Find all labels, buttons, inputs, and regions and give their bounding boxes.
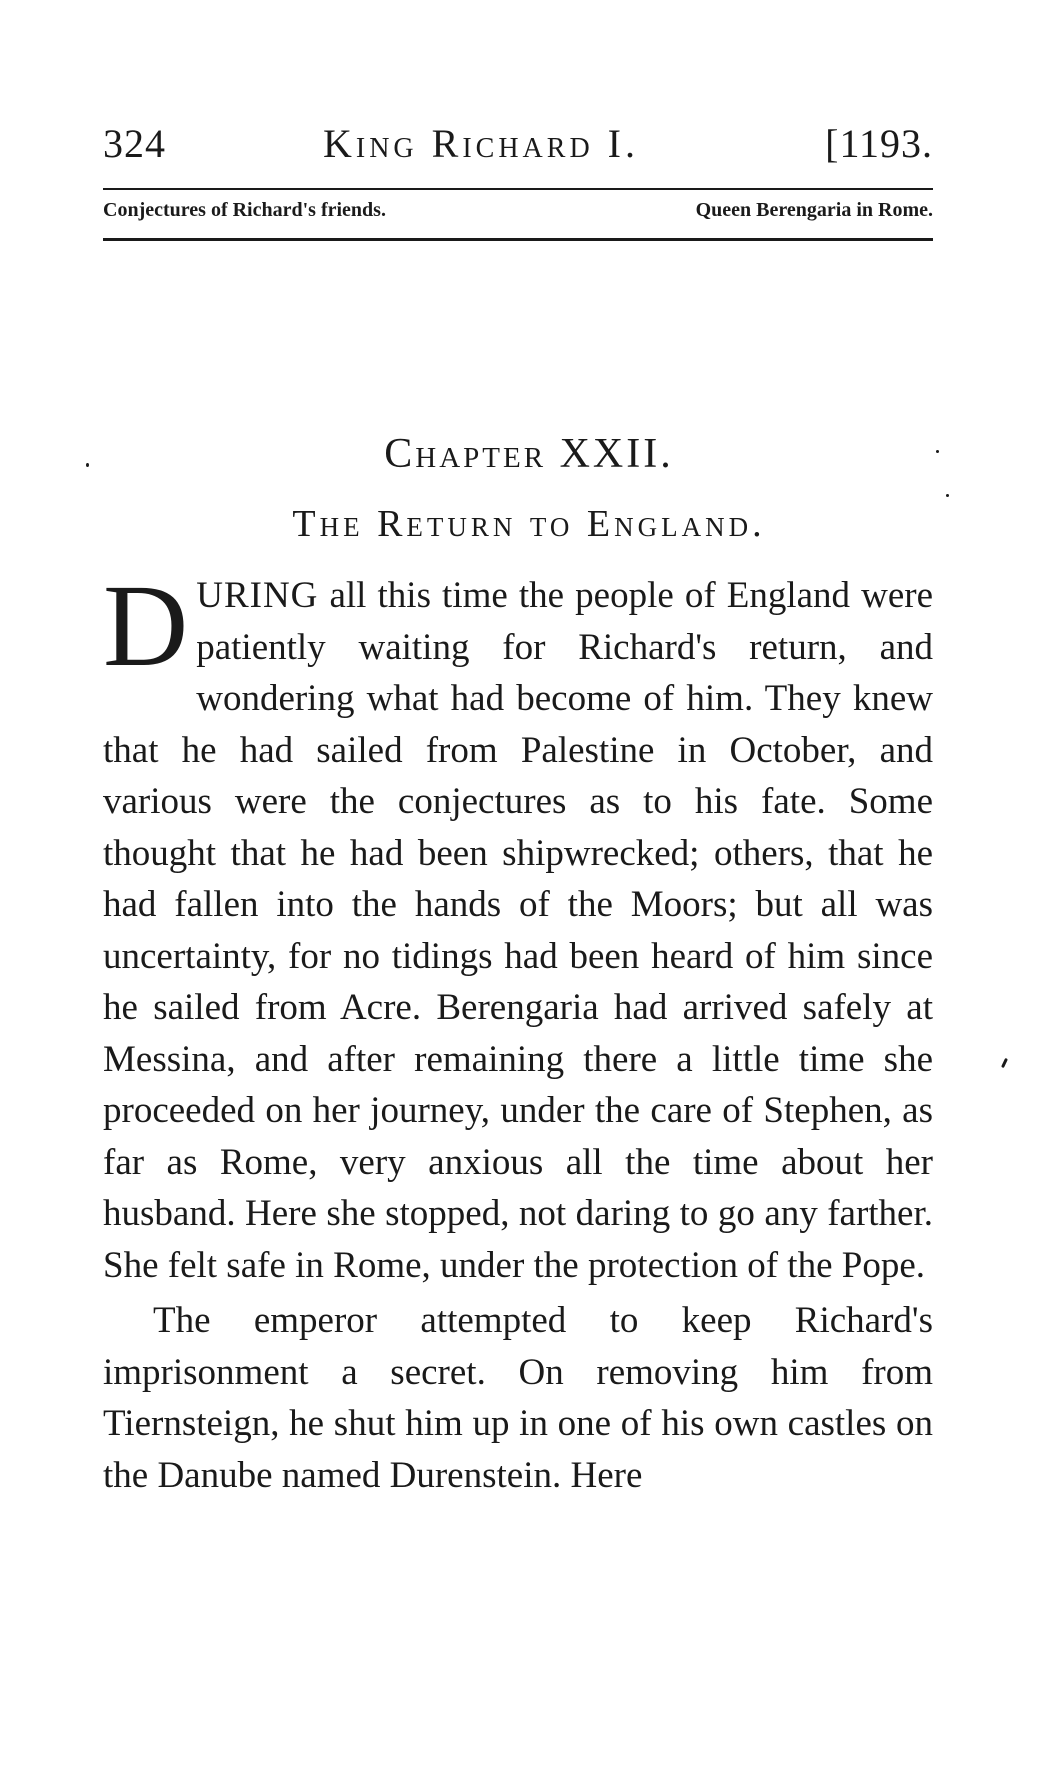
chapter-title: The Return to England. bbox=[292, 503, 766, 545]
scan-speck bbox=[946, 494, 949, 497]
chapter-number: Chapter XXII. bbox=[384, 431, 674, 477]
running-year: [1193. bbox=[825, 121, 933, 166]
paragraph-1 bbox=[103, 560, 933, 1291]
header-rule-top bbox=[103, 188, 933, 190]
running-title: King Richard I. bbox=[323, 121, 639, 166]
drop-cap-word: URING bbox=[196, 575, 319, 616]
body-text bbox=[103, 560, 933, 1501]
scan-speck bbox=[936, 450, 939, 453]
scan-speck bbox=[86, 463, 89, 467]
side-note-right: Queen Berengaria in Rome. bbox=[695, 199, 933, 221]
scan-speck bbox=[1001, 1058, 1008, 1068]
paragraph-2: The emperor attempted to keep Richard's imprisonment a secret. On removing him from Tiernsteign, he shut him up in one of his own castles on the Danube named Durenstein. Here bbox=[103, 1300, 933, 1496]
header-rule-bottom bbox=[103, 238, 933, 241]
drop-cap: D bbox=[103, 560, 189, 691]
side-note-left: Conjectures of Richard's friends. bbox=[103, 199, 386, 221]
paragraph-1-text: all this time the people of England were patiently waiting for Richard's return, and wondering what had become of him. They knew that he had sailed from Palestine in October, and various were the conjectures as to his fate. Some thought that he had been shipwrecked; others, that he had fallen into the hands of the Moors; but all was uncertainty, for no tidings had been heard of him since he sailed from Acre. Berengaria had arrived safely at Messina, and after remaining there a little time she proceeded on her journey, under the care of Stephen, as far as Rome, very anxious all the time about her husband. Here she stopped, not daring to go any farther. She felt safe in Rome, under the protection of the Pope. bbox=[103, 575, 933, 1286]
page-number: 324 bbox=[103, 121, 166, 166]
side-notes bbox=[103, 199, 933, 231]
running-header bbox=[103, 120, 933, 180]
